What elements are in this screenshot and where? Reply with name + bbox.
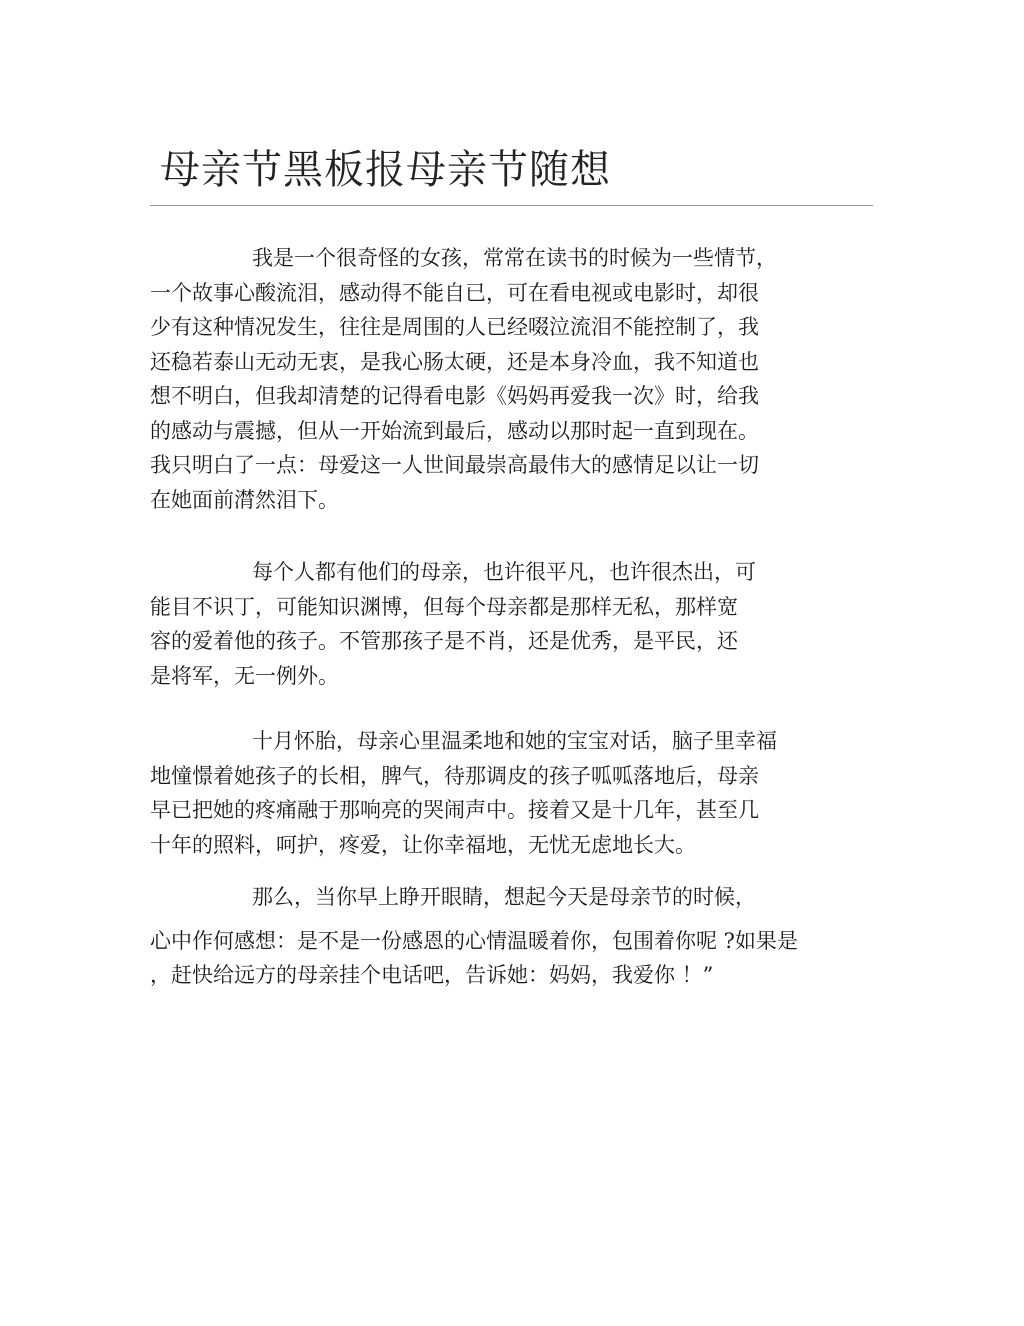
paragraph-line: 少有这种情况发生，往往是周围的人已经啜泣流泪不能控制了，我 xyxy=(150,315,759,339)
paragraph-3 xyxy=(150,724,850,862)
paragraph-2 xyxy=(150,555,850,693)
paragraph-line: 一个故事心酸流泪，感动得不能自已，可在看电视或电影时，却很 xyxy=(150,280,759,305)
paragraph-line: 能目不识丁，可能知识渊博，但每个母亲都是那样无私，那样宽 xyxy=(150,594,738,619)
paragraph-line: 想不明白，但我却清楚的记得看电影《妈妈再爱我一次》时，给我 xyxy=(150,384,759,408)
paragraph-line: 心中作何感想：是不是一份感恩的心情温暖着你，包围着你呢 ?如果是 xyxy=(150,928,798,953)
paragraph-line: 容的爱着他的孩子。不管那孩子是不肖，还是优秀，是平民，还 xyxy=(150,629,738,653)
paragraph-line: 的感动与震撼，但从一开始流到最后，感动以那时起一直到现在。 xyxy=(150,418,759,443)
paragraph-line: 我是一个很奇怪的女孩，常常在读书的时候为一些情节， xyxy=(252,246,777,270)
title-divider xyxy=(150,205,873,206)
paragraph-line: 地憧憬着她孩子的长相，脾气，待那调皮的孩子呱呱落地后，母亲 xyxy=(150,763,759,788)
paragraph-line: 那么，当你早上睁开眼睛，想起今天是母亲节的时候， xyxy=(252,885,756,909)
paragraph-line: 每个人都有他们的母亲，也许很平凡，也许很杰出，可 xyxy=(252,560,756,584)
paragraph-line: 是将军，无一例外。 xyxy=(150,663,339,688)
document-title: 母亲节黑板报母亲节随想 xyxy=(160,147,611,193)
paragraph-4 xyxy=(150,880,850,993)
paragraph-line: 早已把她的疼痛融于那响亮的哭闹声中。接着又是十几年，甚至几 xyxy=(150,798,759,822)
paragraph-line: 十年的照料，呵护，疼爱，让你幸福地，无忧无虑地长大。 xyxy=(150,832,696,857)
paragraph-line: 还稳若泰山无动无衷，是我心肠太硬，还是本身冷血，我不知道也 xyxy=(150,349,759,374)
paragraph-1 xyxy=(150,241,850,517)
paragraph-line: 我只明白了一点：母爱这一人世间最崇高最伟大的感情足以让一切 xyxy=(150,453,759,477)
paragraph-line: 在她面前潸然泪下。 xyxy=(150,487,339,512)
paragraph-line: 十月怀胎，母亲心里温柔地和她的宝宝对话，脑子里幸福 xyxy=(252,729,777,753)
paragraph-line: ，赶快给远方的母亲挂个电话吧，告诉她：妈妈，我爱你 ！” xyxy=(150,963,714,987)
